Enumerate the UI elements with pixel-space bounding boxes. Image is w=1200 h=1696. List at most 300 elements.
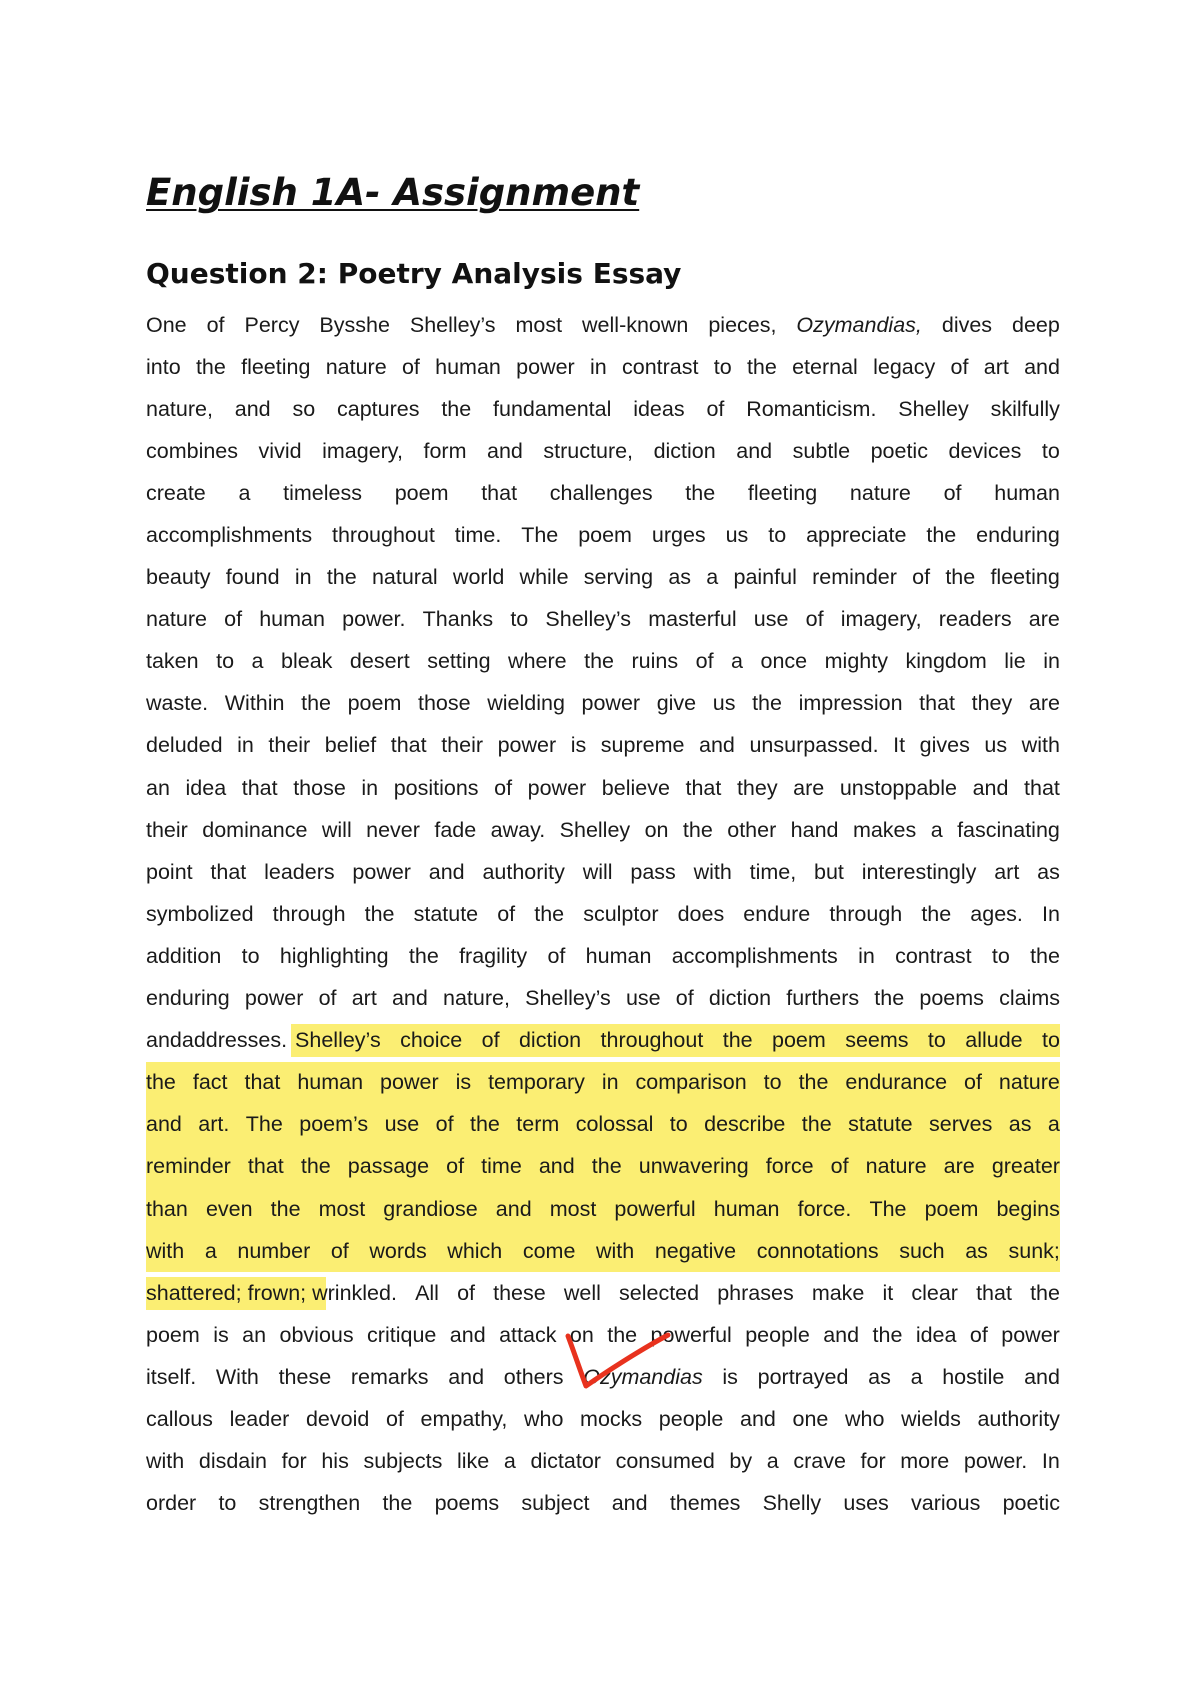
essay-word: of xyxy=(950,354,969,379)
essay-word: to xyxy=(713,354,732,379)
essay-word: fact xyxy=(192,1070,228,1095)
essay-word: power xyxy=(244,986,304,1011)
essay-word: with xyxy=(146,1238,185,1263)
essay-word: with xyxy=(693,859,732,884)
essay-line xyxy=(146,683,1060,725)
essay-word: of xyxy=(435,1112,454,1137)
essay-word: nature xyxy=(849,480,911,505)
essay-word: vivid xyxy=(258,438,302,463)
essay-word: in xyxy=(1043,649,1060,674)
essay-word: All xyxy=(415,1280,439,1305)
essay-word: fleeting xyxy=(990,565,1060,590)
essay-word: phrases xyxy=(717,1280,794,1305)
essay-word: the xyxy=(926,523,957,548)
essay-word: the xyxy=(872,1322,903,1347)
essay-line xyxy=(146,1188,1060,1230)
essay-word: remarks xyxy=(350,1364,429,1389)
essay-word: Bysshe xyxy=(319,312,390,337)
essay-word: force. xyxy=(797,1196,852,1221)
essay-word: endurance xyxy=(845,1070,948,1095)
essay-word: human xyxy=(297,1070,364,1095)
essay-word: and xyxy=(391,986,428,1011)
essay-word: Shelley xyxy=(898,396,969,421)
essay-word: and xyxy=(1024,1364,1060,1389)
essay-word: challenges xyxy=(549,480,653,505)
essay-word: of xyxy=(224,607,243,632)
essay-word: us xyxy=(725,523,749,548)
essay-word: contrast xyxy=(621,354,699,379)
essay-word: most xyxy=(549,1196,597,1221)
essay-word: that xyxy=(1024,775,1060,800)
essay-word: unsurpassed. xyxy=(749,733,879,758)
essay-word: begins xyxy=(996,1196,1060,1221)
essay-word: an xyxy=(242,1322,267,1347)
essay-line xyxy=(146,767,1060,809)
essay-word: itself. xyxy=(146,1364,197,1389)
essay-word: to xyxy=(991,943,1010,968)
essay-word: the xyxy=(746,354,777,379)
essay-word: the xyxy=(798,1070,829,1095)
essay-word: most xyxy=(318,1196,366,1221)
essay-word: attack xyxy=(499,1322,557,1347)
essay-word: One xyxy=(146,312,187,337)
essay-word: their xyxy=(441,733,484,758)
essay-word: term xyxy=(516,1112,560,1137)
essay-word: readers xyxy=(938,607,1012,632)
essay-word: with xyxy=(146,1449,185,1474)
essay-word: Shelly xyxy=(762,1491,822,1516)
essay-line xyxy=(146,641,1060,683)
essay-word: a xyxy=(503,1449,516,1474)
essay-word: the xyxy=(441,396,472,421)
essay-word: taken xyxy=(146,649,199,674)
essay-word: the xyxy=(146,1070,176,1095)
essay-word: diction xyxy=(708,986,772,1011)
essay-word: appreciate xyxy=(806,523,907,548)
essay-word: clear xyxy=(911,1280,958,1305)
essay-word: ideas xyxy=(633,396,685,421)
essay-word: of xyxy=(401,354,420,379)
essay-word: nature, xyxy=(443,986,510,1011)
essay-word: poem xyxy=(578,523,632,548)
essay-word: found xyxy=(225,565,280,590)
essay-word: and xyxy=(740,1406,776,1431)
essay-word: other xyxy=(727,817,777,842)
essay-word: to xyxy=(216,649,235,674)
essay-word: and xyxy=(972,775,1009,800)
essay-line xyxy=(146,1062,1060,1104)
essay-word: in xyxy=(858,943,875,968)
essay-line xyxy=(146,809,1060,851)
essay-word: that xyxy=(919,691,956,716)
essay-word: as xyxy=(868,1364,891,1389)
essay-word: fundamental xyxy=(493,396,612,421)
essay-word: furthers xyxy=(786,986,860,1011)
essay-word: wielding xyxy=(487,691,565,716)
essay-word: as xyxy=(668,565,692,590)
essay-word: create xyxy=(146,480,206,505)
essay-word: and xyxy=(449,1322,486,1347)
essay-word: and xyxy=(448,1364,485,1389)
essay-word: to xyxy=(218,1491,237,1516)
essay-word: it xyxy=(882,1280,894,1305)
essay-word: hostile xyxy=(942,1364,1005,1389)
essay-word: nature xyxy=(146,607,207,632)
essay-word: than xyxy=(146,1196,188,1221)
essay-word: pieces, xyxy=(708,312,777,337)
essay-line xyxy=(146,1020,1060,1062)
essay-word: Shelley xyxy=(559,817,631,842)
essay-word: authority xyxy=(977,1406,1060,1431)
essay-word: dominance xyxy=(202,817,308,842)
essay-word: uses xyxy=(843,1491,889,1516)
essay-word: Shelley’s xyxy=(295,1028,381,1053)
essay-word: on xyxy=(569,1322,594,1347)
essay-word: and xyxy=(823,1322,860,1347)
essay-word: and xyxy=(611,1491,648,1516)
essay-word: contrast xyxy=(895,943,972,968)
essay-word: reminder xyxy=(146,1154,231,1179)
essay-word: kingdom xyxy=(905,649,987,674)
essay-word: belief xyxy=(324,733,377,758)
essay-word: the xyxy=(534,901,565,926)
essay-word: those xyxy=(418,691,471,716)
essay-word: time xyxy=(481,1154,522,1179)
essay-word: time, xyxy=(749,859,797,884)
essay-word: subtle xyxy=(792,438,851,463)
essay-word: obvious xyxy=(279,1322,354,1347)
essay-word: Thanks xyxy=(422,607,494,632)
essay-word: use xyxy=(753,607,789,632)
essay-word: pass xyxy=(630,859,676,884)
essay-word: authority xyxy=(482,859,565,884)
essay-word: unstoppable xyxy=(839,775,957,800)
essay-word: more xyxy=(900,1449,950,1474)
essay-word: wields xyxy=(901,1406,961,1431)
essay-word: power xyxy=(352,859,411,884)
essay-word: but xyxy=(814,859,844,884)
essay-word: serving xyxy=(583,565,654,590)
essay-word: sunk; xyxy=(1008,1238,1060,1263)
essay-word: imagery, xyxy=(322,438,403,463)
essay-word: of xyxy=(912,565,931,590)
essay-word: fleeting xyxy=(747,480,818,505)
highlighted-text xyxy=(291,1024,1060,1057)
essay-word: and xyxy=(146,1112,182,1137)
essay-word: with xyxy=(596,1238,635,1263)
essay-word: addition xyxy=(146,943,222,968)
essay-word: imagery, xyxy=(840,607,922,632)
essay-word: gives xyxy=(919,733,970,758)
essay-line xyxy=(146,472,1060,514)
essay-word: power xyxy=(380,1070,439,1095)
essay-line xyxy=(146,1356,1060,1398)
essay-word: dictator xyxy=(530,1449,601,1474)
essay-word: poem xyxy=(924,1196,979,1221)
essay-word: poetic xyxy=(870,438,928,463)
essay-word: Shelley’s xyxy=(409,312,496,337)
essay-word: to xyxy=(927,1028,946,1053)
essay-word: mocks xyxy=(580,1406,643,1431)
essay-line xyxy=(146,1272,1060,1314)
essay-word: is xyxy=(570,733,587,758)
essay-word: symbolized xyxy=(146,901,254,926)
essay-word: others xyxy=(503,1364,564,1389)
essay-word: nature xyxy=(998,1070,1060,1095)
essay-word: is xyxy=(455,1070,472,1095)
essay-word: make xyxy=(811,1280,865,1305)
essay-word: while xyxy=(519,565,569,590)
essay-word: lie xyxy=(1004,649,1026,674)
essay-word: poems xyxy=(434,1491,500,1516)
essay-word: power xyxy=(1001,1322,1060,1347)
essay-word: legacy xyxy=(873,354,936,379)
essay-word: temporary xyxy=(488,1070,585,1095)
essay-word: poem xyxy=(394,480,449,505)
essay-word: into xyxy=(146,354,181,379)
essay-word: poem’s xyxy=(299,1112,369,1137)
essay-word: will xyxy=(321,817,352,842)
essay-word: allude xyxy=(965,1028,1023,1053)
essay-word: choice xyxy=(400,1028,463,1053)
essay-word: these xyxy=(493,1280,546,1305)
essay-word: deep xyxy=(1012,312,1060,337)
essay-word: consumed xyxy=(615,1449,715,1474)
essay-word: accomplishments xyxy=(671,943,838,968)
essay-word: of xyxy=(675,986,694,1011)
essay-word: Within xyxy=(224,691,285,716)
essay-word: power xyxy=(516,354,575,379)
essay-word: a xyxy=(1047,1112,1060,1137)
essay-line xyxy=(146,304,1060,346)
essay-line xyxy=(146,1441,1060,1483)
essay-line xyxy=(146,430,1060,472)
essay-word: fascinating xyxy=(957,817,1060,842)
essay-word: poems xyxy=(919,986,984,1011)
essay-word: time. xyxy=(454,523,502,548)
essay-word: diction xyxy=(653,438,716,463)
essay-word: to xyxy=(763,1070,782,1095)
essay-word: supreme xyxy=(600,733,685,758)
essay-word: as xyxy=(965,1238,988,1263)
essay-line xyxy=(146,1483,1060,1525)
essay-word: negative xyxy=(654,1238,737,1263)
essay-word: to xyxy=(1041,438,1060,463)
essay-word: form xyxy=(423,438,467,463)
essay-word: power xyxy=(581,691,641,716)
essay-word: With xyxy=(215,1364,259,1389)
essay-word: well xyxy=(563,1280,601,1305)
essay-word: those xyxy=(293,775,346,800)
essay-word: leader xyxy=(229,1406,290,1431)
essay-body xyxy=(146,304,1060,1525)
essay-word: nature xyxy=(325,354,387,379)
essay-word: empathy, xyxy=(420,1406,508,1431)
essay-word: so xyxy=(292,396,316,421)
essay-line xyxy=(146,1398,1060,1440)
essay-word: human xyxy=(994,480,1060,505)
essay-word: a xyxy=(204,1238,217,1263)
essay-word: number xyxy=(237,1238,311,1263)
essay-word: use xyxy=(384,1112,420,1137)
essay-word: and xyxy=(1024,354,1060,379)
essay-word: structure, xyxy=(543,438,634,463)
essay-line xyxy=(146,935,1060,977)
essay-word: mighty xyxy=(824,649,888,674)
essay-word: a xyxy=(930,817,943,842)
essay-word: to xyxy=(510,607,529,632)
essay-word: poetic xyxy=(1002,1491,1060,1516)
essay-word: in xyxy=(589,354,607,379)
essay-word: critique xyxy=(367,1322,437,1347)
essay-word: The xyxy=(869,1196,907,1221)
essay-word: power xyxy=(497,733,557,758)
essay-word: disdain xyxy=(198,1449,267,1474)
essay-line xyxy=(146,978,1060,1020)
essay-word: poem xyxy=(772,1028,826,1053)
essay-word: words xyxy=(369,1238,427,1263)
essay-word: and xyxy=(146,1028,182,1053)
essay-word: highlighting xyxy=(279,943,389,968)
essay-word: of xyxy=(830,1154,849,1179)
essay-word: with xyxy=(1021,733,1060,758)
essay-word: is xyxy=(213,1322,229,1347)
essay-word: they xyxy=(971,691,1013,716)
essay-word: where xyxy=(508,649,567,674)
essay-word: as xyxy=(1008,1112,1032,1137)
essay-word: captures xyxy=(337,396,420,421)
essay-line xyxy=(146,388,1060,430)
essay-word: endure xyxy=(743,901,811,926)
essay-word: desert xyxy=(349,649,410,674)
essay-word: who xyxy=(523,1406,564,1431)
essay-word: does xyxy=(677,901,725,926)
essay-word: In xyxy=(1041,1449,1060,1474)
essay-word: their xyxy=(268,733,311,758)
essay-line xyxy=(146,1314,1060,1356)
essay-word: throughout xyxy=(332,523,435,548)
essay-word: setting xyxy=(427,649,491,674)
essay-word: a xyxy=(731,649,744,674)
essay-word: hand xyxy=(790,817,839,842)
essay-word: and xyxy=(487,438,523,463)
essay-word: to xyxy=(1042,1028,1060,1053)
essay-word: by xyxy=(729,1449,753,1474)
essay-word: statute xyxy=(848,1112,913,1137)
essay-word: Percy xyxy=(244,312,300,337)
essay-word: on xyxy=(644,817,669,842)
essay-word: power xyxy=(527,775,587,800)
essay-word: comparison xyxy=(635,1070,747,1095)
essay-word: through xyxy=(272,901,346,926)
essay-word: even xyxy=(205,1196,253,1221)
essay-word: to xyxy=(768,523,787,548)
essay-word: that xyxy=(210,859,247,884)
essay-word: people xyxy=(658,1406,724,1431)
essay-word: and xyxy=(428,859,465,884)
essay-word: the xyxy=(469,1112,500,1137)
essay-word: once xyxy=(760,649,808,674)
essay-word: natural xyxy=(371,565,438,590)
essay-word: makes xyxy=(852,817,917,842)
essay-word: the xyxy=(722,1028,753,1053)
essay-word: Shelley’s xyxy=(545,607,632,632)
essay-word: power. xyxy=(963,1449,1028,1474)
essay-word: of xyxy=(481,1028,500,1053)
essay-word: It xyxy=(893,733,906,758)
essay-word: poem xyxy=(146,1322,200,1347)
essay-word: human xyxy=(585,943,652,968)
essay-word: art. xyxy=(198,1112,230,1137)
essay-word: give xyxy=(656,691,697,716)
essay-word: that xyxy=(481,480,518,505)
essay-word: the xyxy=(382,1491,413,1516)
essay-word: come xyxy=(522,1238,576,1263)
essay-word: human xyxy=(259,607,325,632)
essay-word: the xyxy=(408,943,439,968)
essay-word: force xyxy=(765,1154,814,1179)
essay-word: various xyxy=(911,1491,981,1516)
essay-word: fragility xyxy=(459,943,528,968)
essay-word: the xyxy=(364,901,395,926)
essay-word: of xyxy=(943,480,962,505)
essay-word: portrayed xyxy=(757,1364,849,1389)
essay-word: colossal xyxy=(575,1112,654,1137)
essay-line xyxy=(146,1146,1060,1188)
essay-word: the xyxy=(801,1112,832,1137)
essay-word: is xyxy=(722,1364,738,1389)
essay-word: of xyxy=(457,1280,476,1305)
essay-word: of xyxy=(497,901,516,926)
essay-word: seems xyxy=(845,1028,909,1053)
essay-word: leaders xyxy=(264,859,335,884)
essay-word: deluded xyxy=(146,733,223,758)
essay-word: and xyxy=(736,438,773,463)
essay-word: in xyxy=(361,775,379,800)
essay-word: throughout xyxy=(600,1028,704,1053)
essay-word: painful xyxy=(733,565,797,590)
essay-word: are xyxy=(943,1154,975,1179)
essay-word: the xyxy=(682,817,713,842)
essay-word: fleeting xyxy=(241,354,311,379)
essay-word: greater xyxy=(991,1154,1060,1179)
essay-line xyxy=(146,557,1060,599)
essay-word: most xyxy=(515,312,563,337)
essay-word: human xyxy=(435,354,501,379)
essay-word: grandiose xyxy=(383,1196,478,1221)
essay-word: fade xyxy=(434,817,477,842)
essay-line xyxy=(146,893,1060,935)
essay-word: to xyxy=(669,1112,688,1137)
question-heading: Question 2: Poetry Analysis Essay xyxy=(146,257,682,290)
essay-word: the xyxy=(270,1196,301,1221)
essay-word: of xyxy=(706,396,725,421)
highlighted-text: shattered; frown; wrinkled. xyxy=(146,1277,397,1310)
essay-line xyxy=(146,851,1060,893)
essay-word: urges xyxy=(651,523,706,548)
essay-word: connotations xyxy=(756,1238,879,1263)
essay-word: his xyxy=(321,1449,349,1474)
essay-word: describe xyxy=(704,1112,786,1137)
essay-word: statute xyxy=(413,901,479,926)
essay-word: accomplishments xyxy=(146,523,313,548)
essay-word: the xyxy=(921,901,952,926)
essay-word: Romanticism. xyxy=(746,396,877,421)
essay-word: of xyxy=(695,649,714,674)
essay-word: the xyxy=(591,1154,622,1179)
essay-word: are xyxy=(1028,691,1060,716)
essay-word: that xyxy=(244,1070,281,1095)
